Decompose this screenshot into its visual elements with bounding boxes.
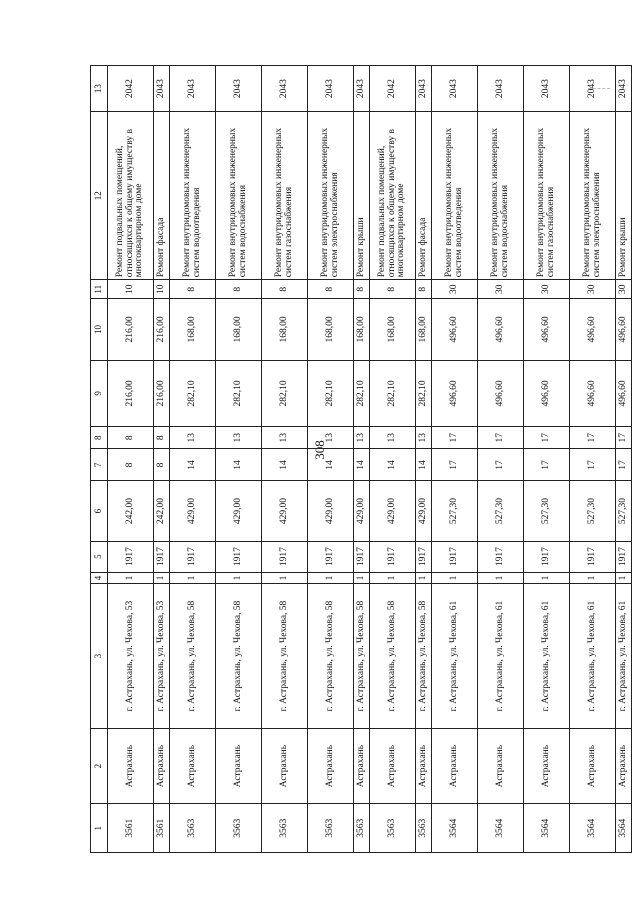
cell-build-year: 1917: [170, 541, 216, 572]
cell-city: Астрахань: [308, 728, 354, 804]
cell-build-year: 1917: [570, 541, 616, 572]
table-row: [154, 66, 170, 853]
cell-col-11: 8: [262, 280, 308, 299]
cell-col-4: 1: [416, 572, 432, 584]
cell-total-area: 429,00: [170, 481, 216, 541]
cell-living-area: 282,10: [170, 360, 216, 426]
cell-col-7: 17: [570, 449, 616, 481]
cell-city: Астрахань: [616, 728, 632, 804]
cell-address: г. Астрахань, ул. Чехова, 61: [478, 584, 524, 728]
cell-city: Астрахань: [262, 728, 308, 804]
cell-build-year: 1917: [262, 541, 308, 572]
cell-area-10: 496,60: [478, 299, 524, 361]
cell-living-area: 282,10: [308, 360, 354, 426]
header-col-11: 11: [91, 280, 108, 299]
cell-city: Астрахань: [370, 728, 416, 804]
cell-build-year: 1917: [154, 541, 170, 572]
table-row: [570, 66, 616, 853]
cell-row-id: 3563: [354, 804, 370, 853]
cell-total-area: 429,00: [308, 481, 354, 541]
cell-work-type: Ремонт внутридомовых инженерных систем водоснабжения: [216, 112, 262, 280]
cell-row-id: 3563: [170, 804, 216, 853]
cell-area-10: 168,00: [216, 299, 262, 361]
cell-col-11: 30: [524, 280, 570, 299]
cell-row-id: 3563: [216, 804, 262, 853]
header-address: 3: [91, 584, 108, 728]
header-living-area: 9: [91, 360, 108, 426]
header-total-area: 6: [91, 481, 108, 541]
cell-city: Астрахань: [354, 728, 370, 804]
cell-work-type: Ремонт крыши: [616, 112, 632, 280]
cell-col-8: 17: [570, 427, 616, 449]
cell-total-area: 527,30: [478, 481, 524, 541]
cell-address: г. Астрахань, ул. Чехова, 61: [570, 584, 616, 728]
cell-col-8: 13: [262, 427, 308, 449]
cell-address: г. Астрахань, ул. Чехова, 58: [308, 584, 354, 728]
cell-year: 2043: [154, 66, 170, 112]
cell-col-8: 13: [216, 427, 262, 449]
cell-col-8: 13: [416, 427, 432, 449]
cell-year: 2043: [478, 66, 524, 112]
cell-total-area: 429,00: [262, 481, 308, 541]
cell-total-area: 527,30: [616, 481, 632, 541]
cell-work-type: Ремонт внутридомовых инженерных систем газоснабжения: [524, 112, 570, 280]
cell-col-7: 14: [354, 449, 370, 481]
cell-col-7: 17: [432, 449, 478, 481]
cell-area-10: 496,60: [524, 299, 570, 361]
cell-total-area: 527,30: [432, 481, 478, 541]
cell-year: 2043: [432, 66, 478, 112]
cell-col-4: 1: [170, 572, 216, 584]
cell-area-10: 168,00: [354, 299, 370, 361]
cell-col-7: 14: [262, 449, 308, 481]
cell-row-id: 3564: [478, 804, 524, 853]
cell-col-7: 14: [170, 449, 216, 481]
cell-year: 2043: [354, 66, 370, 112]
cell-col-8: 17: [524, 427, 570, 449]
table-row: [370, 66, 416, 853]
cell-col-8: 13: [354, 427, 370, 449]
cell-work-type: Ремонт внутридомовых инженерных систем электроснабжения: [308, 112, 354, 280]
table-row: [478, 66, 524, 853]
cell-address: г. Астрахань, ул. Чехова, 61: [616, 584, 632, 728]
page-number: 308: [312, 440, 327, 460]
cell-col-4: 1: [570, 572, 616, 584]
cell-area-10: 168,00: [308, 299, 354, 361]
cell-year: 2043: [570, 66, 616, 112]
cell-col-4: 1: [524, 572, 570, 584]
table-row: [524, 66, 570, 853]
cell-col-11: 30: [616, 280, 632, 299]
cell-work-type: Ремонт внутридомовых инженерных систем водоснабжения: [478, 112, 524, 280]
cell-col-7: 14: [370, 449, 416, 481]
cell-living-area: 282,10: [262, 360, 308, 426]
table-row: [262, 66, 308, 853]
cell-work-type: Ремонт крыши: [354, 112, 370, 280]
cell-col-11: 30: [432, 280, 478, 299]
cell-year: 2043: [216, 66, 262, 112]
cell-col-8: 8: [108, 427, 154, 449]
cell-col-4: 1: [354, 572, 370, 584]
cell-col-4: 1: [216, 572, 262, 584]
cell-city: Астрахань: [432, 728, 478, 804]
header-col-8: 8: [91, 427, 108, 449]
cell-work-type: Ремонт внутридомовых инженерных систем водоотведения: [170, 112, 216, 280]
cell-col-4: 1: [154, 572, 170, 584]
cell-area-10: 496,60: [570, 299, 616, 361]
cell-row-id: 3564: [570, 804, 616, 853]
cell-area-10: 216,00: [154, 299, 170, 361]
cell-build-year: 1917: [216, 541, 262, 572]
header-city: 2: [91, 728, 108, 804]
cell-area-10: 216,00: [108, 299, 154, 361]
cell-address: г. Астрахань, ул. Чехова, 58: [354, 584, 370, 728]
cell-col-11: 8: [354, 280, 370, 299]
cell-col-4: 1: [432, 572, 478, 584]
table-row: [170, 66, 216, 853]
cell-col-8: 17: [616, 427, 632, 449]
cell-build-year: 1917: [354, 541, 370, 572]
cell-work-type: Ремонт подвальных помещений, относящихся к общему имуществу в многоквартирном доме: [108, 112, 154, 280]
cell-year: 2043: [616, 66, 632, 112]
cell-row-id: 3564: [616, 804, 632, 853]
header-work-type: 12: [91, 112, 108, 280]
cell-area-10: 168,00: [170, 299, 216, 361]
cell-work-type: Ремонт подвальных помещений, относящихся к общему имуществу в многоквартирном доме: [370, 112, 416, 280]
cell-year: 2042: [108, 66, 154, 112]
cell-col-7: 8: [154, 449, 170, 481]
cell-col-8: 13: [308, 427, 354, 449]
cell-work-type: Ремонт фасада: [154, 112, 170, 280]
cell-city: Астрахань: [478, 728, 524, 804]
cell-col-4: 1: [108, 572, 154, 584]
cell-total-area: 429,00: [370, 481, 416, 541]
cell-col-8: 17: [478, 427, 524, 449]
cell-build-year: 1917: [308, 541, 354, 572]
cell-col-4: 1: [370, 572, 416, 584]
cell-address: г. Астрахань, ул. Чехова, 58: [216, 584, 262, 728]
cell-col-11: 10: [154, 280, 170, 299]
cell-col-8: 17: [432, 427, 478, 449]
cell-area-10: 168,00: [416, 299, 432, 361]
cell-row-id: 3563: [262, 804, 308, 853]
cell-address: г. Астрахань, ул. Чехова, 53: [108, 584, 154, 728]
cell-area-10: 168,00: [262, 299, 308, 361]
cell-living-area: 496,60: [616, 360, 632, 426]
cell-row-id: 3564: [432, 804, 478, 853]
cell-col-7: 14: [216, 449, 262, 481]
cell-city: Астрахань: [570, 728, 616, 804]
cell-total-area: 429,00: [354, 481, 370, 541]
cell-col-11: 10: [108, 280, 154, 299]
cell-col-7: 17: [616, 449, 632, 481]
cell-col-11: 30: [570, 280, 616, 299]
margin-mark: [588, 88, 610, 90]
cell-year: 2043: [524, 66, 570, 112]
cell-total-area: 429,00: [216, 481, 262, 541]
cell-build-year: 1917: [108, 541, 154, 572]
cell-city: Астрахань: [524, 728, 570, 804]
cell-total-area: 242,00: [154, 481, 170, 541]
header-col-4: 4: [91, 572, 108, 584]
cell-living-area: 496,60: [570, 360, 616, 426]
table-row: [308, 66, 354, 853]
cell-living-area: 282,10: [370, 360, 416, 426]
cell-area-10: 496,60: [616, 299, 632, 361]
cell-living-area: 216,00: [108, 360, 154, 426]
capital-repair-table: [90, 65, 632, 853]
cell-city: Астрахань: [216, 728, 262, 804]
cell-build-year: 1917: [616, 541, 632, 572]
cell-build-year: 1917: [432, 541, 478, 572]
cell-col-8: 13: [370, 427, 416, 449]
cell-build-year: 1917: [370, 541, 416, 572]
cell-col-4: 1: [616, 572, 632, 584]
cell-col-7: 14: [416, 449, 432, 481]
cell-total-area: 429,00: [416, 481, 432, 541]
cell-total-area: 242,00: [108, 481, 154, 541]
cell-area-10: 496,60: [432, 299, 478, 361]
header-row-id: 1: [91, 804, 108, 853]
cell-col-7: 8: [108, 449, 154, 481]
table-row: [354, 66, 370, 853]
cell-col-4: 1: [308, 572, 354, 584]
cell-living-area: 282,10: [416, 360, 432, 426]
cell-row-id: 3563: [370, 804, 416, 853]
cell-col-7: 17: [478, 449, 524, 481]
cell-city: Астрахань: [170, 728, 216, 804]
cell-year: 2043: [262, 66, 308, 112]
cell-address: г. Астрахань, ул. Чехова, 58: [370, 584, 416, 728]
cell-row-id: 3563: [416, 804, 432, 853]
cell-col-11: 8: [170, 280, 216, 299]
cell-build-year: 1917: [478, 541, 524, 572]
header-year: 13: [91, 66, 108, 112]
cell-row-id: 3561: [108, 804, 154, 853]
table-row: [616, 66, 632, 853]
cell-col-11: 8: [308, 280, 354, 299]
header-area-10: 10: [91, 299, 108, 361]
cell-row-id: 3563: [308, 804, 354, 853]
cell-col-4: 1: [262, 572, 308, 584]
cell-living-area: 496,60: [524, 360, 570, 426]
header-col-7: 7: [91, 449, 108, 481]
cell-build-year: 1917: [416, 541, 432, 572]
cell-city: Астрахань: [108, 728, 154, 804]
cell-year: 2043: [308, 66, 354, 112]
cell-address: г. Астрахань, ул. Чехова, 58: [416, 584, 432, 728]
cell-address: г. Астрахань, ул. Чехова, 61: [432, 584, 478, 728]
cell-col-11: 30: [478, 280, 524, 299]
table-row: [416, 66, 432, 853]
cell-work-type: Ремонт внутридомовых инженерных систем водоотведения: [432, 112, 478, 280]
table-row: [108, 66, 154, 853]
cell-year: 2042: [370, 66, 416, 112]
cell-address: г. Астрахань, ул. Чехова, 58: [170, 584, 216, 728]
cell-col-11: 8: [416, 280, 432, 299]
cell-living-area: 282,10: [354, 360, 370, 426]
cell-build-year: 1917: [524, 541, 570, 572]
cell-year: 2043: [170, 66, 216, 112]
cell-work-type: Ремонт внутридомовых инженерных систем электроснабжения: [570, 112, 616, 280]
cell-city: Астрахань: [154, 728, 170, 804]
header-row: [91, 66, 108, 853]
table-row: [432, 66, 478, 853]
cell-col-4: 1: [478, 572, 524, 584]
table-body: [108, 66, 632, 853]
cell-living-area: 496,60: [432, 360, 478, 426]
table-row: [216, 66, 262, 853]
cell-col-11: 8: [370, 280, 416, 299]
cell-address: г. Астрахань, ул. Чехова, 58: [262, 584, 308, 728]
cell-col-8: 8: [154, 427, 170, 449]
cell-living-area: 282,10: [216, 360, 262, 426]
cell-total-area: 527,30: [524, 481, 570, 541]
cell-col-7: 14: [308, 449, 354, 481]
cell-city: Астрахань: [416, 728, 432, 804]
cell-living-area: 216,00: [154, 360, 170, 426]
cell-col-7: 17: [524, 449, 570, 481]
cell-work-type: Ремонт внутридомовых инженерных систем газоснабжения: [262, 112, 308, 280]
cell-total-area: 527,30: [570, 481, 616, 541]
cell-col-11: 8: [216, 280, 262, 299]
cell-living-area: 496,60: [478, 360, 524, 426]
cell-row-id: 3561: [154, 804, 170, 853]
cell-address: г. Астрахань, ул. Чехова, 53: [154, 584, 170, 728]
header-build-year: 5: [91, 541, 108, 572]
cell-work-type: Ремонт фасада: [416, 112, 432, 280]
table-wrapper: [90, 65, 628, 853]
cell-year: 2043: [416, 66, 432, 112]
cell-address: г. Астрахань, ул. Чехова, 61: [524, 584, 570, 728]
cell-row-id: 3564: [524, 804, 570, 853]
cell-area-10: 168,00: [370, 299, 416, 361]
cell-col-8: 13: [170, 427, 216, 449]
